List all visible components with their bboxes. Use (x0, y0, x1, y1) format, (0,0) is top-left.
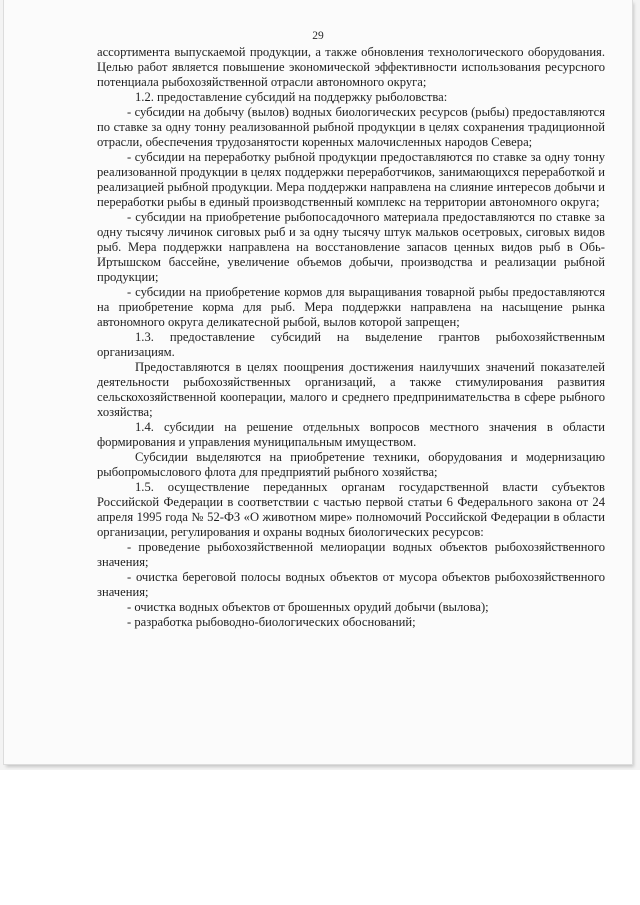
document-body (97, 45, 605, 630)
paragraph-subsidy-stocking: - субсидии на приобретение рыбопосадочного материала предоставляются по ставке за одну тысячу личинок сиговых рыб и за одну тысячу штук мальков осетровых, сиговых видов рыб. Мера поддержки направлена на восстановление запасов ценных видов рыб в Обь-Иртышском бассейне, увеличение объемов добычи, производства и реализации рыбной продукции; (97, 210, 605, 284)
paragraph-subsidy-catch: - субсидии на добычу (вылов) водных биологических ресурсов (рыбы) предоставляются по ставке за одну тонну реализованной рыбной продукции в целях сохранения традиционной отрасли, обеспечения трудозанятости коренных малочисленных народов Севера; (97, 105, 605, 149)
paragraph-grants-purpose: Предоставляются в целях поощрения достижения наилучших значений показателей деятельности рыбохозяйственных организаций, а также стимулирования развития сельскохозяйственной кооперации, малого и среднего предпринимательства в сфере рыбного хозяйства; (97, 360, 605, 419)
paragraph-item-1-4: 1.4. субсидии на решение отдельных вопросов местного значения в области формирования и управления муниципальным имуществом. (97, 420, 605, 449)
paragraph-item-1-5: 1.5. осуществление переданных органам государственной власти субъектов Российской Федерации в соответствии с частью первой статьи 6 Федерального закона от 24 апреля 1995 года № 52-ФЗ «О животном мире» полномочий Российской Федерации в области организации, регулирования и охраны водных биологических ресурсов: (97, 480, 605, 539)
paragraph-shore-cleaning: - очистка береговой полосы водных объектов от мусора объектов рыбохозяйственного значения; (97, 570, 605, 599)
paragraph-continuation: ассортимента выпускаемой продукции, а также обновления технологического оборудования. Целью работ является повышение экономической эффективности использования ресурсного потенциала рыбохозяйственной отрасли автономного округа; (97, 45, 605, 89)
paragraph-subsidy-feed: - субсидии на приобретение кормов для выращивания товарной рыбы предоставляются на приобретение корма для рыб. Мера поддержки направлена на насыщение рынка автономного округа деликатесной рыбой, вылов которой запрещен; (97, 285, 605, 329)
paragraph-subsidies-equipment: Субсидии выделяются на приобретение техники, оборудования и модернизацию рыбопромыслового флота для предприятий рыбного хозяйства; (97, 450, 605, 479)
paragraph-item-1-2: 1.2. предоставление субсидий на поддержку рыболовства: (135, 90, 448, 104)
paragraph-item-1-3: 1.3. предоставление субсидий на выделение грантов рыбохозяйственным организациям. (97, 330, 605, 359)
page-number: 29 (312, 30, 324, 42)
paragraph-melioration: - проведение рыбохозяйственной мелиорации водных объектов рыбохозяйственного значения; (97, 540, 605, 569)
paragraph-subsidy-processing: - субсидии на переработку рыбной продукции предоставляются по ставке за одну тонну реализованной продукции в целях поддержки переработчиков, занимающихся переработкой и реализацией рыбной продукции. Мера поддержки направлена на слияние интересов добычи и переработки рыбы в единый производственный комплекс на территории автономного округа; (97, 150, 605, 209)
paragraph-gear-cleaning: - очистка водных объектов от брошенных орудий добычи (вылова); (127, 600, 489, 614)
document-page (4, 0, 632, 764)
paragraph-justifications: - разработка рыбоводно-биологических обоснований; (127, 615, 416, 629)
